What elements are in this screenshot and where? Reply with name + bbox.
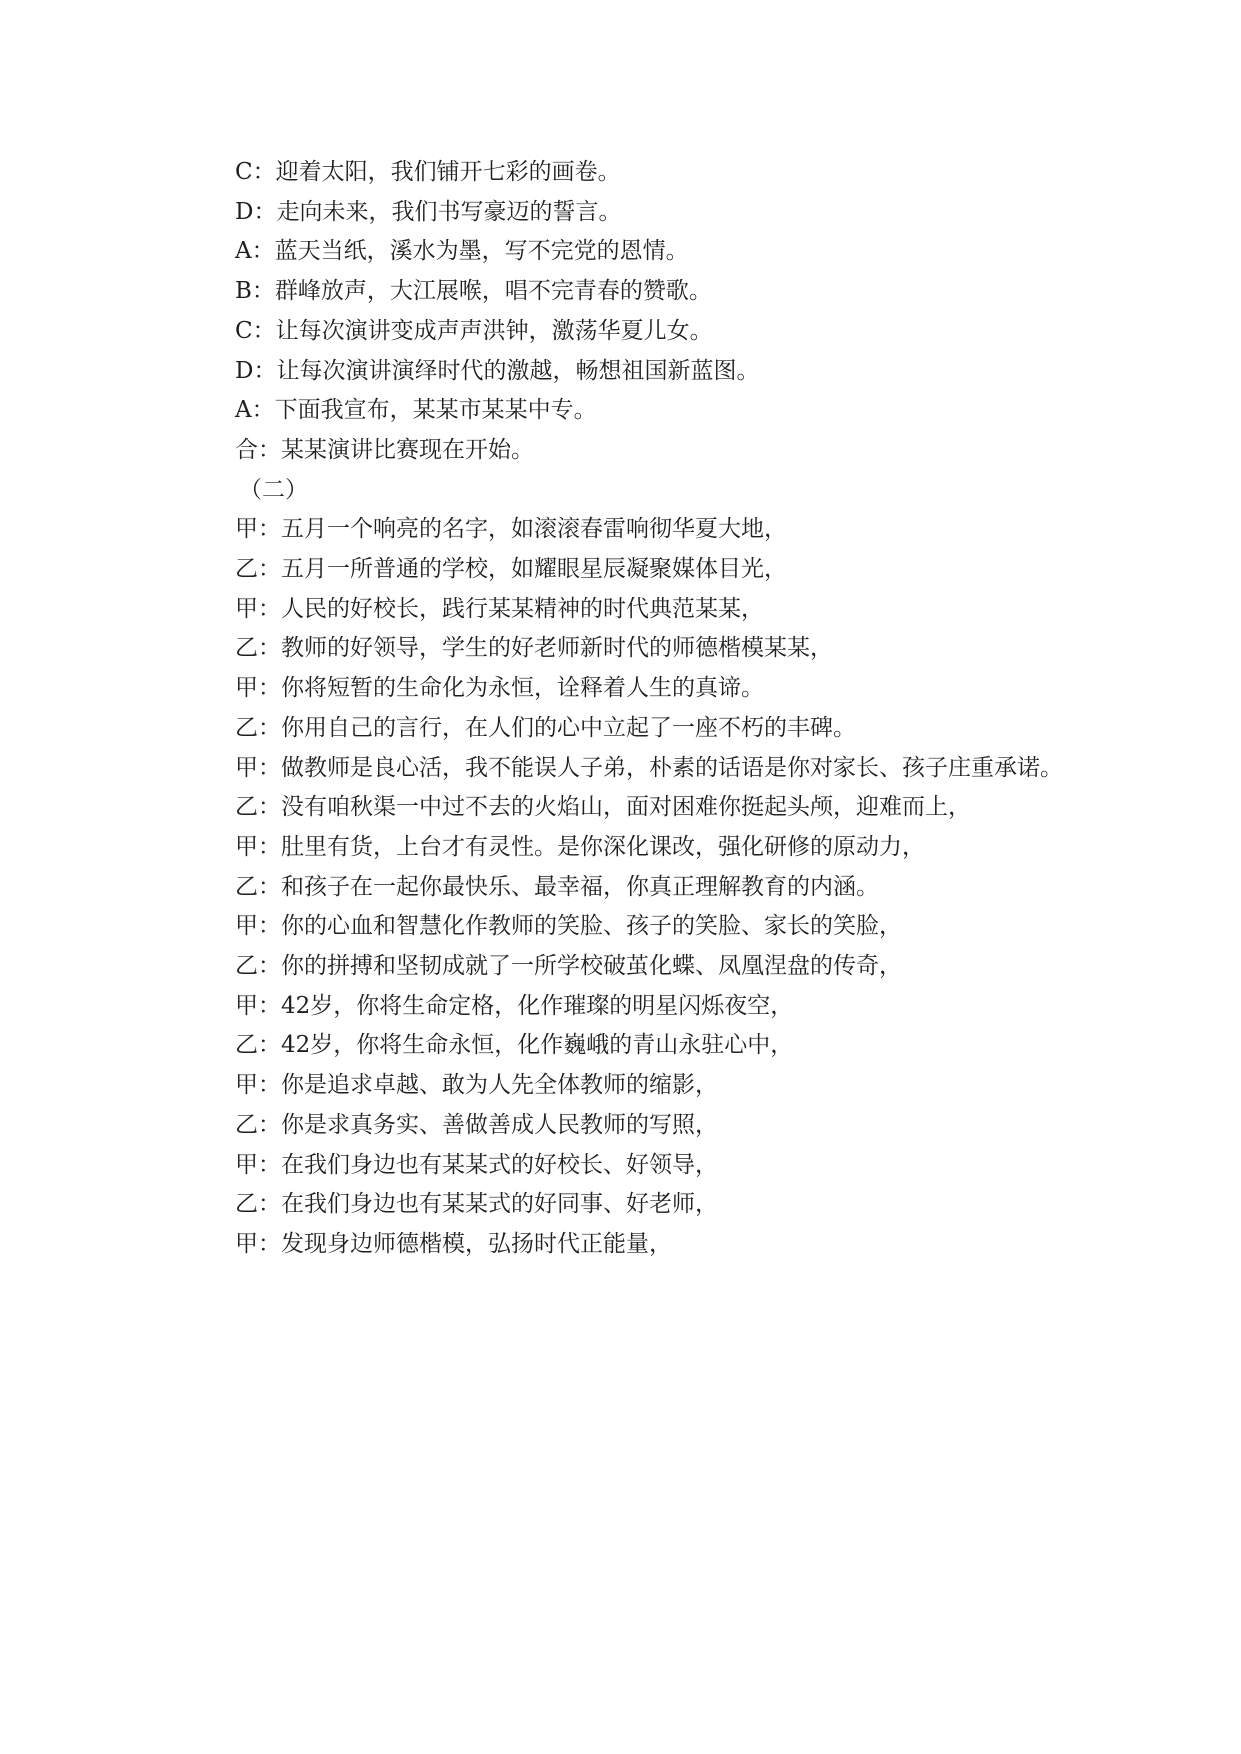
paragraph-d-1: D：走向未来，我们书写豪迈的誓言。 bbox=[235, 198, 622, 225]
paragraph-jia-9: 甲：在我们身边也有某某式的好校长、好领导， bbox=[235, 1151, 718, 1178]
paragraph-jia-7: 甲：42岁，你将生命定格，化作璀璨的明星闪烁夜空， bbox=[235, 992, 794, 1019]
paragraph-yi-7: 乙：42岁，你将生命永恒，化作巍峨的青山永驻心中， bbox=[235, 1032, 794, 1059]
paragraph-yi-9: 乙：在我们身边也有某某式的好同事、好老师， bbox=[235, 1191, 718, 1218]
section-heading-2: （二） bbox=[239, 476, 308, 503]
paragraph-c-1: C：迎着太阳，我们铺开七彩的画卷。 bbox=[235, 159, 621, 185]
paragraph-jia-8: 甲：你是追求卓越、敢为人先全体教师的缩影， bbox=[235, 1072, 718, 1099]
paragraph-jia-1: 甲：五月一个响亮的名字，如滚滚春雷响彻华夏大地， bbox=[235, 516, 787, 543]
paragraph-jia-5: 甲：肚里有货，上台才有灵性。是你深化课改，强化研修的原动力， bbox=[235, 833, 925, 860]
paragraph-jia-6: 甲：你的心血和智慧化作教师的笑脸、孩子的笑脸、家长的笑脸， bbox=[235, 913, 902, 940]
paragraph-yi-8: 乙：你是求真务实、善做善成人民教师的写照， bbox=[235, 1111, 718, 1138]
paragraph-jia-3: 甲：你将短暂的生命化为永恒，诠释着人生的真谛。 bbox=[235, 675, 764, 702]
paragraph-yi-4: 乙：没有咱秋渠一中过不去的火焰山，面对困难你挺起头颅，迎难而上， bbox=[235, 794, 971, 821]
paragraph-yi-2: 乙：教师的好领导，学生的好老师新时代的师德楷模某某， bbox=[235, 635, 833, 662]
paragraph-a-1: A：蓝天当纸，溪水为墨，写不完党的恩情。 bbox=[235, 238, 689, 265]
paragraph-yi-3: 乙：你用自己的言行，在人们的心中立起了一座不朽的丰碑。 bbox=[235, 714, 856, 741]
paragraph-jia-4: 甲：做教师是良心活，我不能误人子弟，朴素的话语是你对家长、孩子庄重承诺。 bbox=[235, 754, 1063, 781]
paragraph-b-1: B：群峰放声，大江展喉，唱不完青春的赞歌。 bbox=[235, 278, 712, 305]
paragraph-yi-1: 乙：五月一所普通的学校，如耀眼星辰凝聚媒体目光， bbox=[235, 556, 787, 583]
paragraph-a-2: A：下面我宣布，某某市某某中专。 bbox=[235, 397, 597, 424]
paragraph-yi-6: 乙：你的拼搏和坚韧成就了一所学校破茧化蝶、凤凰涅盘的传奇， bbox=[235, 953, 902, 980]
paragraph-yi-5: 乙：和孩子在一起你最快乐、最幸福，你真正理解教育的内涵。 bbox=[235, 873, 879, 900]
paragraph-c-2: C：让每次演讲变成声声洪钟，激荡华夏儿女。 bbox=[235, 317, 713, 344]
paragraph-d-2: D：让每次演讲演绎时代的激越，畅想祖国新蓝图。 bbox=[235, 357, 760, 384]
paragraph-jia-2: 甲：人民的好校长，践行某某精神的时代典范某某， bbox=[235, 595, 764, 622]
paragraph-together: 合：某某演讲比赛现在开始。 bbox=[235, 436, 534, 463]
document-body bbox=[189, 153, 1069, 1265]
paragraph-jia-10: 甲：发现身边师德楷模，弘扬时代正能量， bbox=[235, 1230, 672, 1257]
